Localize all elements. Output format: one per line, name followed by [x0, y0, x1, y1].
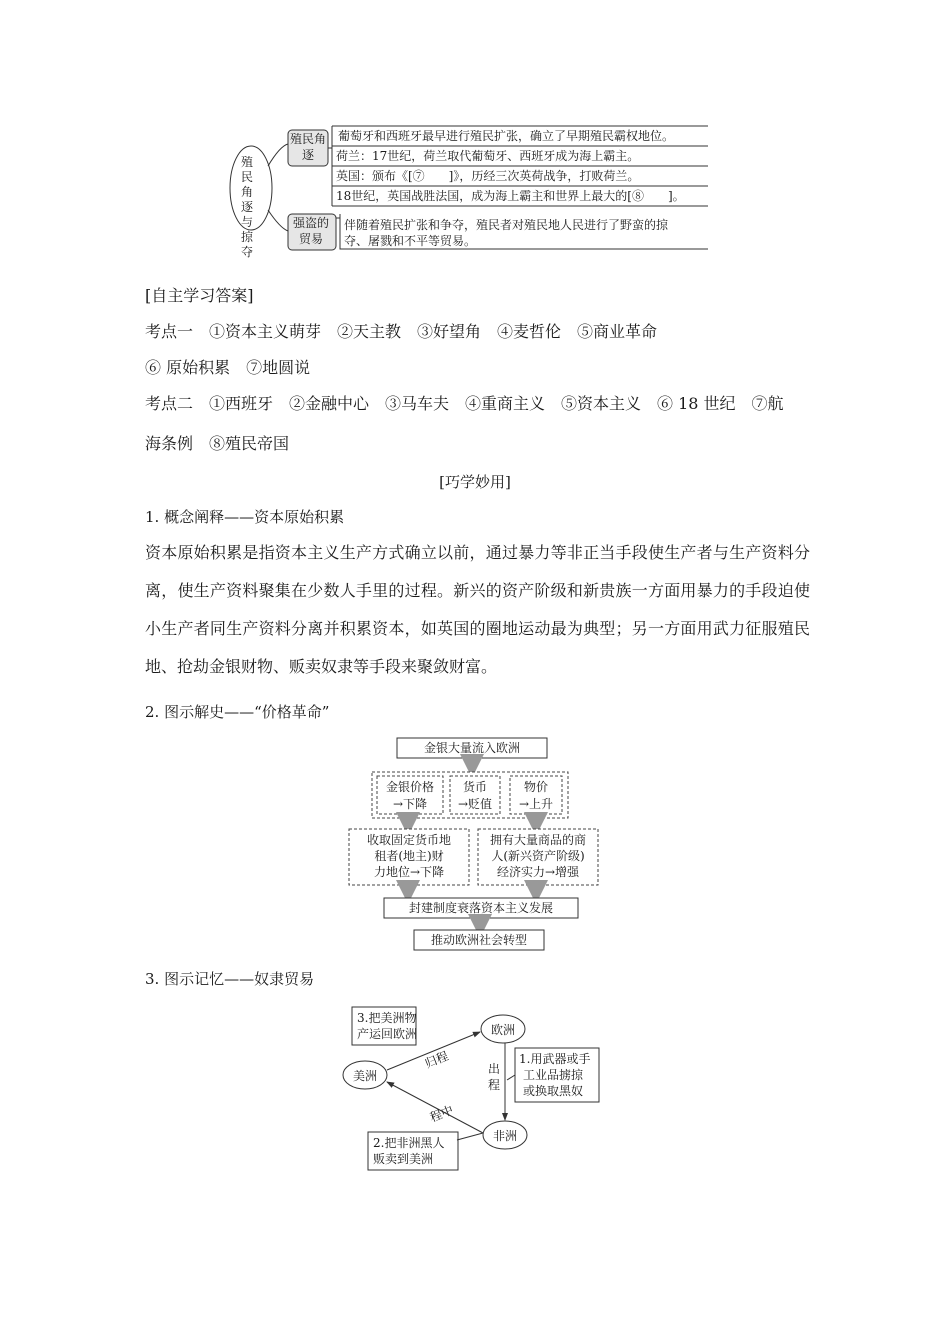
flow-r1b-line1: 货币	[462, 780, 488, 794]
price-revolution-flowchart	[340, 734, 610, 954]
section3-title: 3. 图示记忆——奴隶贸易	[145, 970, 315, 988]
answers-line-4: 海条例 ⑧殖民帝国	[145, 434, 290, 453]
mindmap-root-text: 殖民角逐与掠夺	[240, 155, 253, 259]
europe-label: 欧洲	[490, 1023, 516, 1037]
label-return-route: 归程	[422, 1048, 451, 1071]
section1-title: 1. 概念阐释——资本原始积累	[145, 508, 345, 526]
label-middle-passage: 程中	[427, 1102, 456, 1125]
note3-line2: 产运回欧洲	[357, 1027, 418, 1041]
flow-r2a-line2: 租者(地主)财	[374, 849, 444, 863]
flow-r2a-line3: 力地位→下降	[373, 865, 445, 879]
mindmap-branch1-item-3: 英国：颁布《[⑦ ]》，历经三次英荷战争，打败荷兰。	[336, 169, 640, 183]
answers-header: [自主学习答案]	[145, 286, 254, 305]
tips-header: [巧学妙用]	[439, 473, 511, 491]
mindmap-branch1-item-1: 葡萄牙和西班牙最早进行殖民扩张，确立了早期殖民霸权地位。	[338, 129, 675, 143]
note1-line1: 1.用武器或手	[519, 1052, 591, 1066]
section2-title: 2. 图示解史——“价格革命”	[145, 703, 330, 721]
label-outbound-1: 出	[488, 1062, 501, 1076]
flow-r1a-line1: 金银价格	[385, 780, 435, 794]
slave-trade-diagram	[335, 1000, 625, 1180]
note2-line2: 贩卖到美洲	[373, 1152, 434, 1166]
mindmap-branch2-text-2: 夺、屠戮和不平等贸易。	[344, 234, 477, 248]
africa-label: 非洲	[492, 1129, 518, 1143]
note2-line1: 2.把非洲黑人	[373, 1136, 445, 1150]
mindmap-branch1-item-4: 18世纪，英国战胜法国，成为海上霸主和世界上最大的[⑧ ]。	[336, 189, 685, 203]
flow-r1a-line2: →下降	[392, 797, 428, 811]
flow-r1c-line1: 物价	[523, 780, 549, 794]
arrow-middle-passage	[387, 1082, 483, 1133]
flow-top-label: 金银大量流入欧洲	[423, 741, 521, 755]
label-outbound-2: 程	[488, 1078, 501, 1092]
flow-row3-label: 封建制度衰落资本主义发展	[408, 901, 554, 915]
flow-r1b-line2: →贬值	[457, 797, 493, 811]
flow-r2b-line1: 拥有大量商品的商	[489, 833, 587, 847]
answers-line-1: 考点一 ①资本主义萌芽 ②天主教 ③好望角 ④麦哲伦 ⑤商业革命	[145, 322, 658, 341]
answers-line-3: 考点二 ①西班牙 ②金融中心 ③马车夫 ④重商主义 ⑤资本主义 ⑥ 18 世纪 ⑦航	[145, 394, 784, 413]
answers-line-2: ⑥ 原始积累 ⑦地圆说	[145, 358, 311, 377]
flow-r2a-line1: 收取固定货币地	[366, 833, 452, 847]
flow-r2b-line3: 经济实力→增强	[496, 865, 580, 879]
america-label: 美洲	[352, 1069, 378, 1083]
mindmap-branch2-label: 强盗的贸易	[292, 216, 329, 246]
note1-line2: 工业品掳掠	[523, 1068, 584, 1082]
flow-row4-label: 推动欧洲社会转型	[430, 933, 528, 947]
flow-r2b-line2: 人(新兴资产阶级)	[491, 849, 585, 863]
mindmap-branch1-item-2: 荷兰：17世纪，荷兰取代葡萄牙、西班牙成为海上霸主。	[336, 149, 640, 163]
section1-body: 资本原始积累是指资本主义生产方式确立以前，通过暴力等非正当手段使生产者与生产资料分离，使生产资料聚集在少数人手里的过程。新兴的资产阶级和新贵族一方面用暴力的手段迫使小生产者同生产资料分离并积累资本，如英国的圈地运动最为典型；另一方面用武力征服殖民地、抢劫金银财物、贩卖奴隶等手段来聚敛财富。	[145, 543, 810, 676]
note3-line1: 3.把美洲物	[357, 1011, 417, 1025]
note1-line3: 或换取黑奴	[523, 1084, 584, 1098]
mindmap-branch1-label: 殖民角逐	[290, 132, 327, 162]
mindmap-branch2-text-1: 伴随着殖民扩张和争夺，殖民者对殖民地人民进行了野蛮的掠	[344, 218, 669, 232]
flow-r1c-line2: →上升	[518, 797, 554, 811]
